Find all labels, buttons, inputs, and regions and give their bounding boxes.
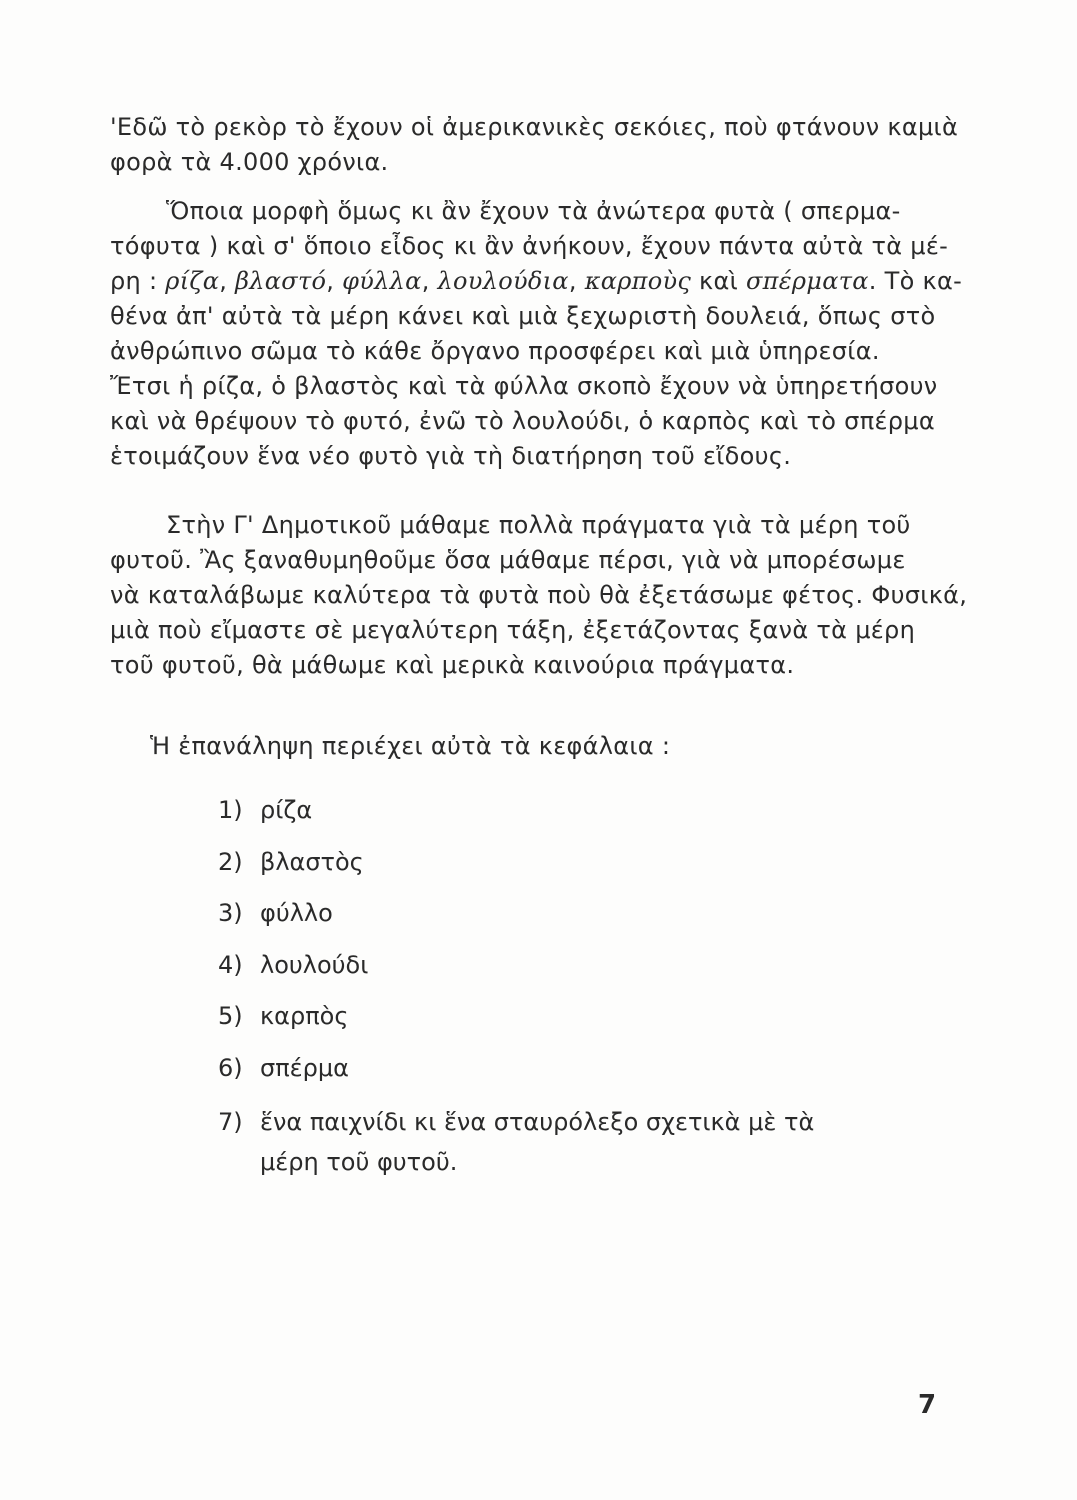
term-fylla: φύλλα — [342, 267, 422, 295]
chapter-number: 2) — [218, 848, 243, 876]
chapter-number: 6) — [218, 1054, 243, 1082]
line-3-end: . Τὸ κα- — [868, 267, 963, 295]
chapter-label: σπέρμα — [260, 1054, 349, 1082]
chapter-item-4 — [218, 950, 368, 980]
paragraph-2-line-2: τόφυτα ) καὶ σ' ὅποιο εἶδος κι ἂν ἀνήκουν, ἔχουν πάντα αὐτὰ τὰ μέ- — [110, 232, 949, 260]
word-kai: καὶ — [691, 267, 746, 295]
chapter-number: 1) — [218, 796, 243, 824]
paragraph-1-line-2: φορὰ τὰ 4.000 χρόνια. — [110, 148, 389, 176]
paragraph-2-line-5: ἀνθρώπινο σῶμα τὸ κάθε ὄργανο προσφέρει καὶ μιὰ ὑπηρεσία. — [110, 337, 880, 365]
chapter-item-2 — [218, 847, 364, 877]
chapter-item-7 — [218, 1107, 814, 1137]
chapter-label: φύλλο — [260, 899, 333, 927]
term-spermata: σπέρματα — [745, 267, 869, 295]
paragraph-3-line-2: φυτοῦ. Ἂς ξαναθυμηθοῦμε ὅσα μάθαμε πέρσι, γιὰ νὰ μπορέσωμε — [110, 546, 906, 574]
chapter-label: ρίζα — [260, 796, 313, 824]
term-riza: ρίζα — [165, 267, 220, 295]
paragraph-3-line-5: τοῦ φυτοῦ, θὰ μάθωμε καὶ μερικὰ καινούρια πράγματα. — [110, 651, 795, 679]
paragraph-2-line-1: Ὅποια μορφὴ ὅμως κι ἂν ἔχουν τὰ ἀνώτερα φυτὰ ( σπερμα- — [166, 197, 901, 225]
paragraph-2-line-8: ἑτοιμάζουν ἕνα νέο φυτὸ γιὰ τὴ διατήρηση τοῦ εἴδους. — [110, 442, 792, 470]
page-number: 7 — [918, 1390, 937, 1420]
term-louloudia: λουλούδια — [437, 267, 569, 295]
chapter-item-1 — [218, 795, 312, 825]
chapter-item-6 — [218, 1053, 349, 1083]
chapter-number: 4) — [218, 951, 243, 979]
chapter-number: 3) — [218, 899, 243, 927]
chapter-number: 7) — [218, 1108, 243, 1136]
chapter-item-5 — [218, 1001, 348, 1031]
term-blasto: βλαστό — [235, 267, 327, 295]
paragraph-1-line-1: 'Εδῶ τὸ ρεκὸρ τὸ ἔχουν οἱ ἀμερικανικὲς σεκόιες, ποὺ φτάνουν καμιὰ — [110, 113, 959, 141]
paragraph-2-line-6: Ἔτσι ἡ ρίζα, ὁ βλαστὸς καὶ τὰ φύλλα σκοπὸ ἔχουν νὰ ὑπηρετήσουν — [110, 372, 938, 400]
paragraph-3-line-1: Στὴν Γ' Δημοτικοῦ μάθαμε πολλὰ πράγματα γιὰ τὰ μέρη τοῦ — [166, 511, 911, 539]
chapter-number: 5) — [218, 1002, 243, 1030]
paragraph-3-line-4: μιὰ ποὺ εἴμαστε σὲ μεγαλύτερη τάξη, ἐξετάζοντας ξανὰ τὰ μέρη — [110, 616, 916, 644]
paragraph-3-line-3: νὰ καταλάβωμε καλύτερα τὰ φυτὰ ποὺ θὰ ἐξετάσωμε φέτος. Φυσικά, — [110, 581, 968, 609]
paragraph-2-line-7: καὶ νὰ θρέψουν τὸ φυτό, ἐνῶ τὸ λουλούδι, ὁ καρπὸς καὶ τὸ σπέρμα — [110, 407, 935, 435]
paragraph-2-line-4: θένα ἀπ' αὐτὰ τὰ μέρη κάνει καὶ μιὰ ξεχωριστὴ δουλειά, ὅπως στὸ — [110, 302, 936, 330]
paragraph-2-line-3: ρη : ρίζα, βλαστό, φύλλα, λουλούδια, καρποὺς καὶ σπέρματα. Τὸ κα- — [110, 267, 963, 295]
line-3-start: ρη : — [110, 267, 166, 295]
chapters-intro: Ἡ ἐπανάληψη περιέχει αὐτὰ τὰ κεφάλαια : — [150, 732, 671, 760]
chapter-label: βλαστὸς — [260, 848, 364, 876]
chapter-item-3 — [218, 898, 333, 928]
chapter-item-7-continuation: μέρη τοῦ φυτοῦ. — [260, 1148, 458, 1176]
chapter-label: καρπὸς — [260, 1002, 349, 1030]
term-karpous: καρποὺς — [584, 267, 692, 295]
chapter-label: λουλούδι — [260, 951, 369, 979]
chapter-label: ἕνα παιχνίδι κι ἕνα σταυρόλεξο σχετικὰ μὲ τὰ — [260, 1108, 815, 1136]
